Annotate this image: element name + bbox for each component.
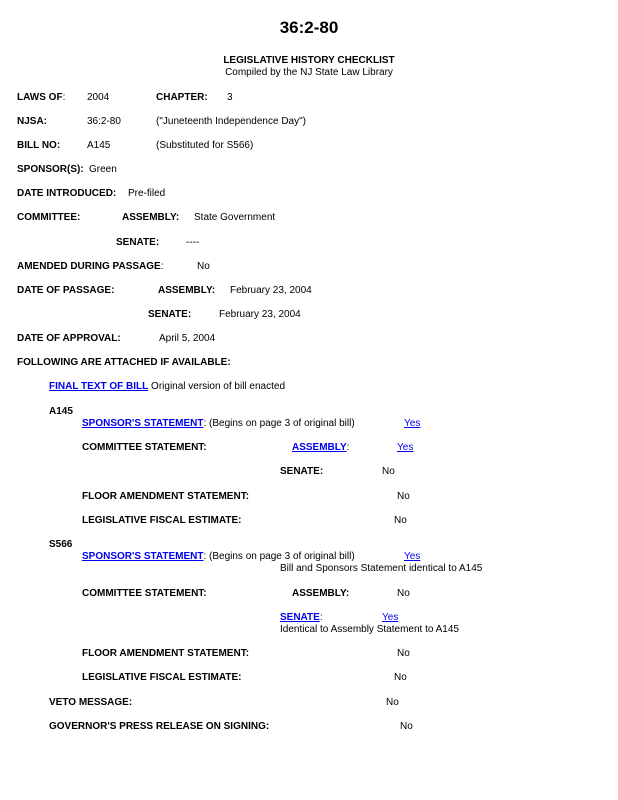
passage-assembly-value: February 23, 2004 [230, 285, 312, 296]
njsa-value: 36:2-80 [87, 116, 121, 127]
njsa-note: ("Juneteenth Independence Day") [156, 116, 306, 127]
a145-sponsor-statement-link[interactable]: SPONSOR'S STATEMENT [82, 418, 204, 429]
s566-senate-extra: Identical to Assembly Statement to A145 [280, 624, 459, 635]
press-release-label: GOVERNOR'S PRESS RELEASE ON SIGNING: [49, 721, 270, 732]
s566-fiscal-estimate-label: LEGISLATIVE FISCAL ESTIMATE: [82, 672, 242, 683]
final-text-link[interactable]: FINAL TEXT OF BILL [49, 381, 149, 392]
a145-assembly-value[interactable]: Yes [397, 442, 414, 453]
passage-label: DATE OF PASSAGE: [17, 285, 115, 296]
a145-senate-label: SENATE: [280, 466, 324, 477]
page-title: 36:2-80 [279, 18, 339, 37]
approval-value: April 5, 2004 [159, 333, 216, 344]
s566-sponsor-statement-note: : (Begins on page 3 of original bill) [203, 551, 355, 562]
bill-no-note: (Substituted for S566) [156, 140, 254, 151]
passage-assembly-label: ASSEMBLY: [158, 285, 216, 296]
s566-fiscal-estimate-value: No [394, 672, 407, 683]
a145-senate-value: No [382, 466, 395, 477]
sponsors-value: Green [89, 164, 117, 175]
a145-committee-statement-label: COMMITTEE STATEMENT: [82, 442, 207, 453]
s566-sponsor-statement-row [82, 551, 355, 563]
committee-senate-value: ---- [186, 237, 200, 248]
a145-fiscal-estimate-value: No [394, 515, 407, 526]
a145-sponsor-statement-value[interactable]: Yes [404, 418, 421, 429]
committee-assembly-label: ASSEMBLY: [122, 212, 180, 223]
date-introduced-value: Pre-filed [128, 188, 166, 199]
compiled-by: Compiled by the NJ State Law Library [225, 67, 393, 78]
amended-value: No [197, 261, 210, 272]
s566-senate-row: SENATE: [280, 612, 323, 623]
date-introduced-label: DATE INTRODUCED: [17, 188, 117, 199]
veto-value: No [386, 697, 399, 708]
laws-of-label: LAWS OF: [17, 92, 66, 103]
passage-senate-label: SENATE: [148, 309, 192, 320]
a145-floor-amendment-label: FLOOR AMENDMENT STATEMENT: [82, 491, 250, 502]
s566-assembly-value: No [397, 588, 410, 599]
a145-sponsor-statement-note: : (Begins on page 3 of original bill) [203, 418, 355, 429]
final-text-note: Original version of bill enacted [151, 381, 286, 392]
a145-assembly-row: ASSEMBLY: [292, 442, 350, 453]
final-text-row [49, 381, 285, 393]
laws-of-value: 2004 [87, 92, 110, 103]
s566-sponsor-statement-extra: Bill and Sponsors Statement identical to A145 [280, 563, 483, 574]
s566-senate-value[interactable]: Yes [382, 612, 399, 623]
press-release-value: No [400, 721, 413, 732]
attached-heading: FOLLOWING ARE ATTACHED IF AVAILABLE: [17, 357, 231, 368]
a145-assembly-link[interactable]: ASSEMBLY [292, 442, 347, 453]
sponsors-label: SPONSOR(S): [17, 164, 84, 175]
s566-floor-amendment-value: No [397, 648, 410, 659]
chapter-label: CHAPTER: [156, 92, 208, 103]
committee-assembly-value: State Government [194, 212, 276, 223]
veto-label: VETO MESSAGE: [49, 697, 133, 708]
approval-label: DATE OF APPROVAL: [17, 333, 121, 344]
a145-fiscal-estimate-label: LEGISLATIVE FISCAL ESTIMATE: [82, 515, 242, 526]
s566-committee-statement-label: COMMITTEE STATEMENT: [82, 588, 207, 599]
a145-floor-amendment-value: No [397, 491, 410, 502]
s566-label: S566 [49, 539, 73, 550]
s566-sponsor-statement-link[interactable]: SPONSOR'S STATEMENT [82, 551, 204, 562]
a145-label: A145 [49, 406, 73, 417]
amended-label: AMENDED DURING PASSAGE: [17, 261, 164, 272]
s566-sponsor-statement-value[interactable]: Yes [404, 551, 421, 562]
bill-no-value: A145 [87, 140, 111, 151]
chapter-value: 3 [227, 92, 233, 103]
checklist-heading: LEGISLATIVE HISTORY CHECKLIST [223, 55, 395, 66]
passage-senate-value: February 23, 2004 [219, 309, 301, 320]
committee-senate-label: SENATE: [116, 237, 160, 248]
committee-label: COMMITTEE: [17, 212, 81, 223]
a145-sponsor-statement-row [82, 418, 355, 430]
s566-floor-amendment-label: FLOOR AMENDMENT STATEMENT: [82, 648, 250, 659]
njsa-label: NJSA: [17, 116, 48, 127]
s566-assembly-label: ASSEMBLY: [292, 588, 350, 599]
s566-senate-link[interactable]: SENATE [280, 612, 320, 623]
bill-no-label: BILL NO: [17, 140, 61, 151]
